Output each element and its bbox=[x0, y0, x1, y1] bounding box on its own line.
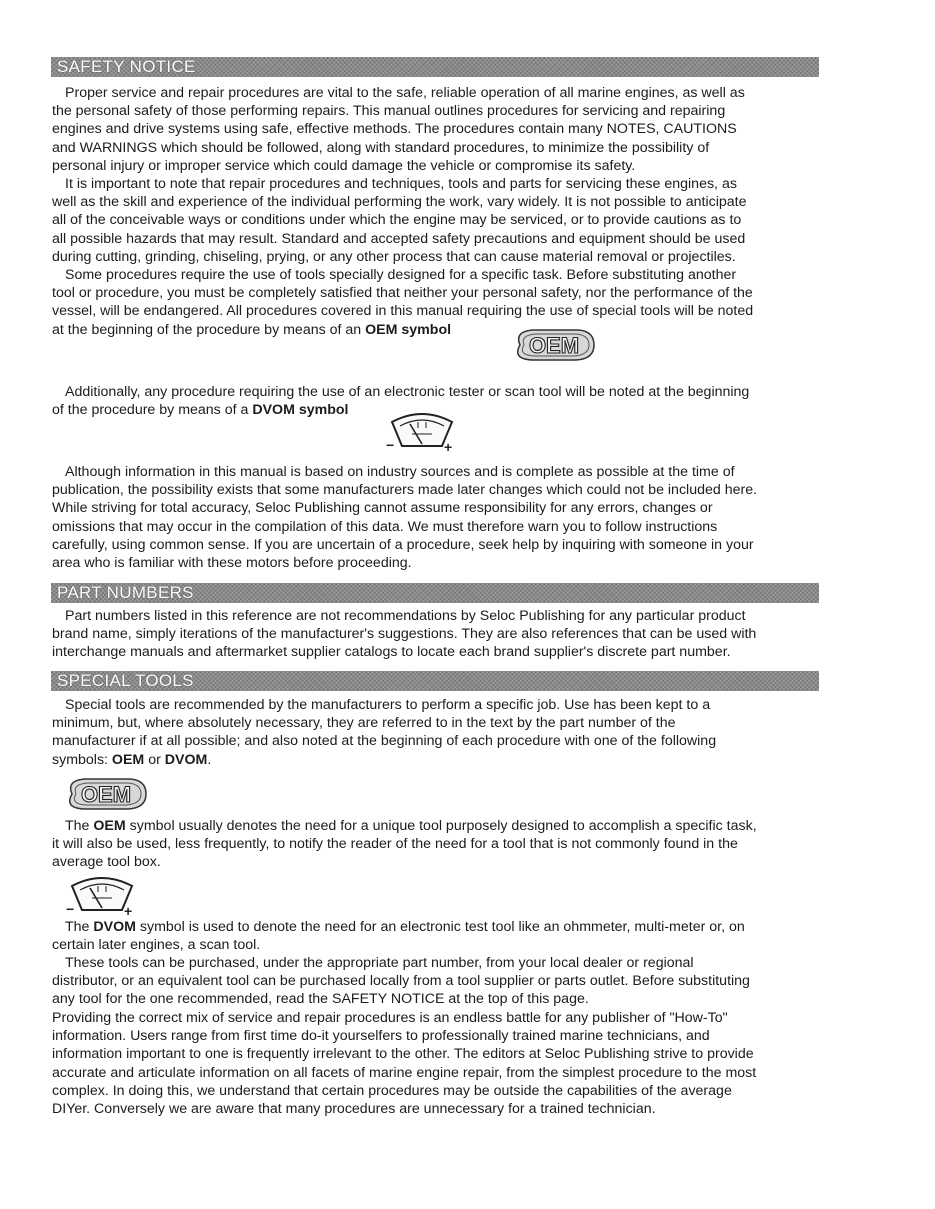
oem-icon-text: OEM bbox=[528, 333, 580, 358]
safety-paragraph-3: Some procedures require the use of tools specially designed for a specific task. Before substituting another tool or procedure, you must be completely satisfied that neither your personal safety, nor the performance of the vessel, will be endangered. All procedures covered in this manual requiring the use of special tools will be noted at the beginning of the procedure by means of an OEM symbol bbox=[52, 267, 754, 338]
special-tools-title: SPECIAL TOOLS bbox=[57, 671, 194, 690]
safety-notice-title: SAFETY NOTICE bbox=[57, 57, 196, 76]
special-tools-paragraph-1: Special tools are recommended by the manufacturers to perform a specific job. Use has been kept to a minimum, but, where absolutely necessary, they are referred to in the text by the part number of the manufacturer if at all possible; and also noted at the beginning of each procedure with one of the following symbols: OEM or DVOM. bbox=[52, 697, 717, 768]
dvom-minus-sign: − bbox=[386, 437, 395, 453]
part-numbers-paragraph: Part numbers listed in this reference are not recommendations by Seloc Publishing for any particular product brand name, simply iterations of the manufacturer's suggestions. They are also references that can be used with interchange manuals and aftermarket supplier catalogs to locate each brand supplier's discrete part number. bbox=[52, 608, 757, 661]
dvom-symbol-label: DVOM symbol bbox=[252, 402, 349, 419]
safety-notice-header bbox=[51, 57, 819, 77]
safety-paragraph-5: Although information in this manual is based on industry sources and is complete as possible at the time of publication, the possibility exists that some manufacturers made later changes which could not be included here. While striving for total accuracy, Seloc Publishing cannot assume responsibility for any errors, changes or omissions that may occur in the compilation of this data. We must therefore warn you to follow instructions carefully, using common sense. If you are uncertain of a procedure, seek help by inquiring with someone in your area who is familiar with these motors before proceeding. bbox=[52, 464, 758, 572]
safety-paragraph-1: Proper service and repair procedures are vital to the safe, reliable operation of all marine engines, as well as the personal safety of those performing repairs. This manual outlines procedures for servicing and repairing engines and drive systems using safe, effective methods. The procedures contain many NOTES, CAUTIONS and WARNINGS which should be followed, along with standard procedures, to minimize the possibility of personal injury or improper service which could damage the vehicle or compromise its safety. bbox=[52, 85, 745, 174]
safety-paragraph-2: It is important to note that repair procedures and techniques, tools and parts for servicing these engines, as well as the skill and experience of the individual performing the work, vary widely. It is not possible to anticipate all of the conceivable ways or conditions under which the engine may be serviced, or to provide cautions as to all possible hazards that may result. Standard and accepted safety precautions and equipment should be used during cutting, grinding, chiseling, prying, or any other process that can cause material removal or projectiles. bbox=[52, 176, 747, 265]
dvom-description-paragraph: The DVOM symbol is used to denote the need for an electronic test tool like an ohmmeter, multi-meter or, on certain later engines, a scan tool. bbox=[52, 919, 745, 954]
special-tools-paragraph-3: These tools can be purchased, under the appropriate part number, from your local dealer or regional distributor, or an equivalent tool can be purchased locally from a tool supplier or parts outlet. Before substituting any tool for the one recommended, read the SAFETY NOTICE at the top of this page. bbox=[52, 955, 750, 1008]
dvom-2-minus-sign: − bbox=[66, 901, 75, 917]
dvom-icon-2 bbox=[62, 872, 146, 918]
dvom-plus-sign: + bbox=[444, 439, 453, 454]
part-numbers-title: PART NUMBERS bbox=[57, 583, 194, 602]
oem-icon-2 bbox=[58, 774, 150, 814]
dvom-icon bbox=[382, 408, 466, 454]
oem-symbol-label: OEM symbol bbox=[365, 321, 452, 338]
special-tools-paragraph-4: Providing the correct mix of service and repair procedures is an endless battle for any publisher of "How-To" information. Users range from first time do-it yourselfers to professionally trained marine technicians, and information important to one is frequently irrelevant to the other. The editors at Seloc Publishing strive to provide accurate and articulate information on all facets of marine engine repair, from the simplest procedure to the most complex. In doing this, we understand that certain procedures may be outside the capabilities of the average DIYer. Conversely we are aware that many procedures are unnecessary for a trained technician. bbox=[52, 1010, 757, 1118]
safety-paragraph-4: Additionally, any procedure requiring the use of an electronic tester or scan tool will be noted at the beginning of the procedure by means of a DVOM symbol bbox=[52, 384, 750, 419]
part-numbers-header bbox=[51, 583, 819, 603]
dvom-2-plus-sign: + bbox=[124, 903, 133, 918]
special-tools-header bbox=[51, 671, 819, 691]
oem-icon bbox=[506, 325, 598, 365]
oem-icon-2-text: OEM bbox=[80, 782, 132, 807]
oem-description-paragraph: The OEM symbol usually denotes the need for a unique tool purposely designed to accomplish a specific task, it will also be used, less frequently, to notify the reader of the need for a tool that is not commonly found in the average tool box. bbox=[52, 818, 757, 871]
